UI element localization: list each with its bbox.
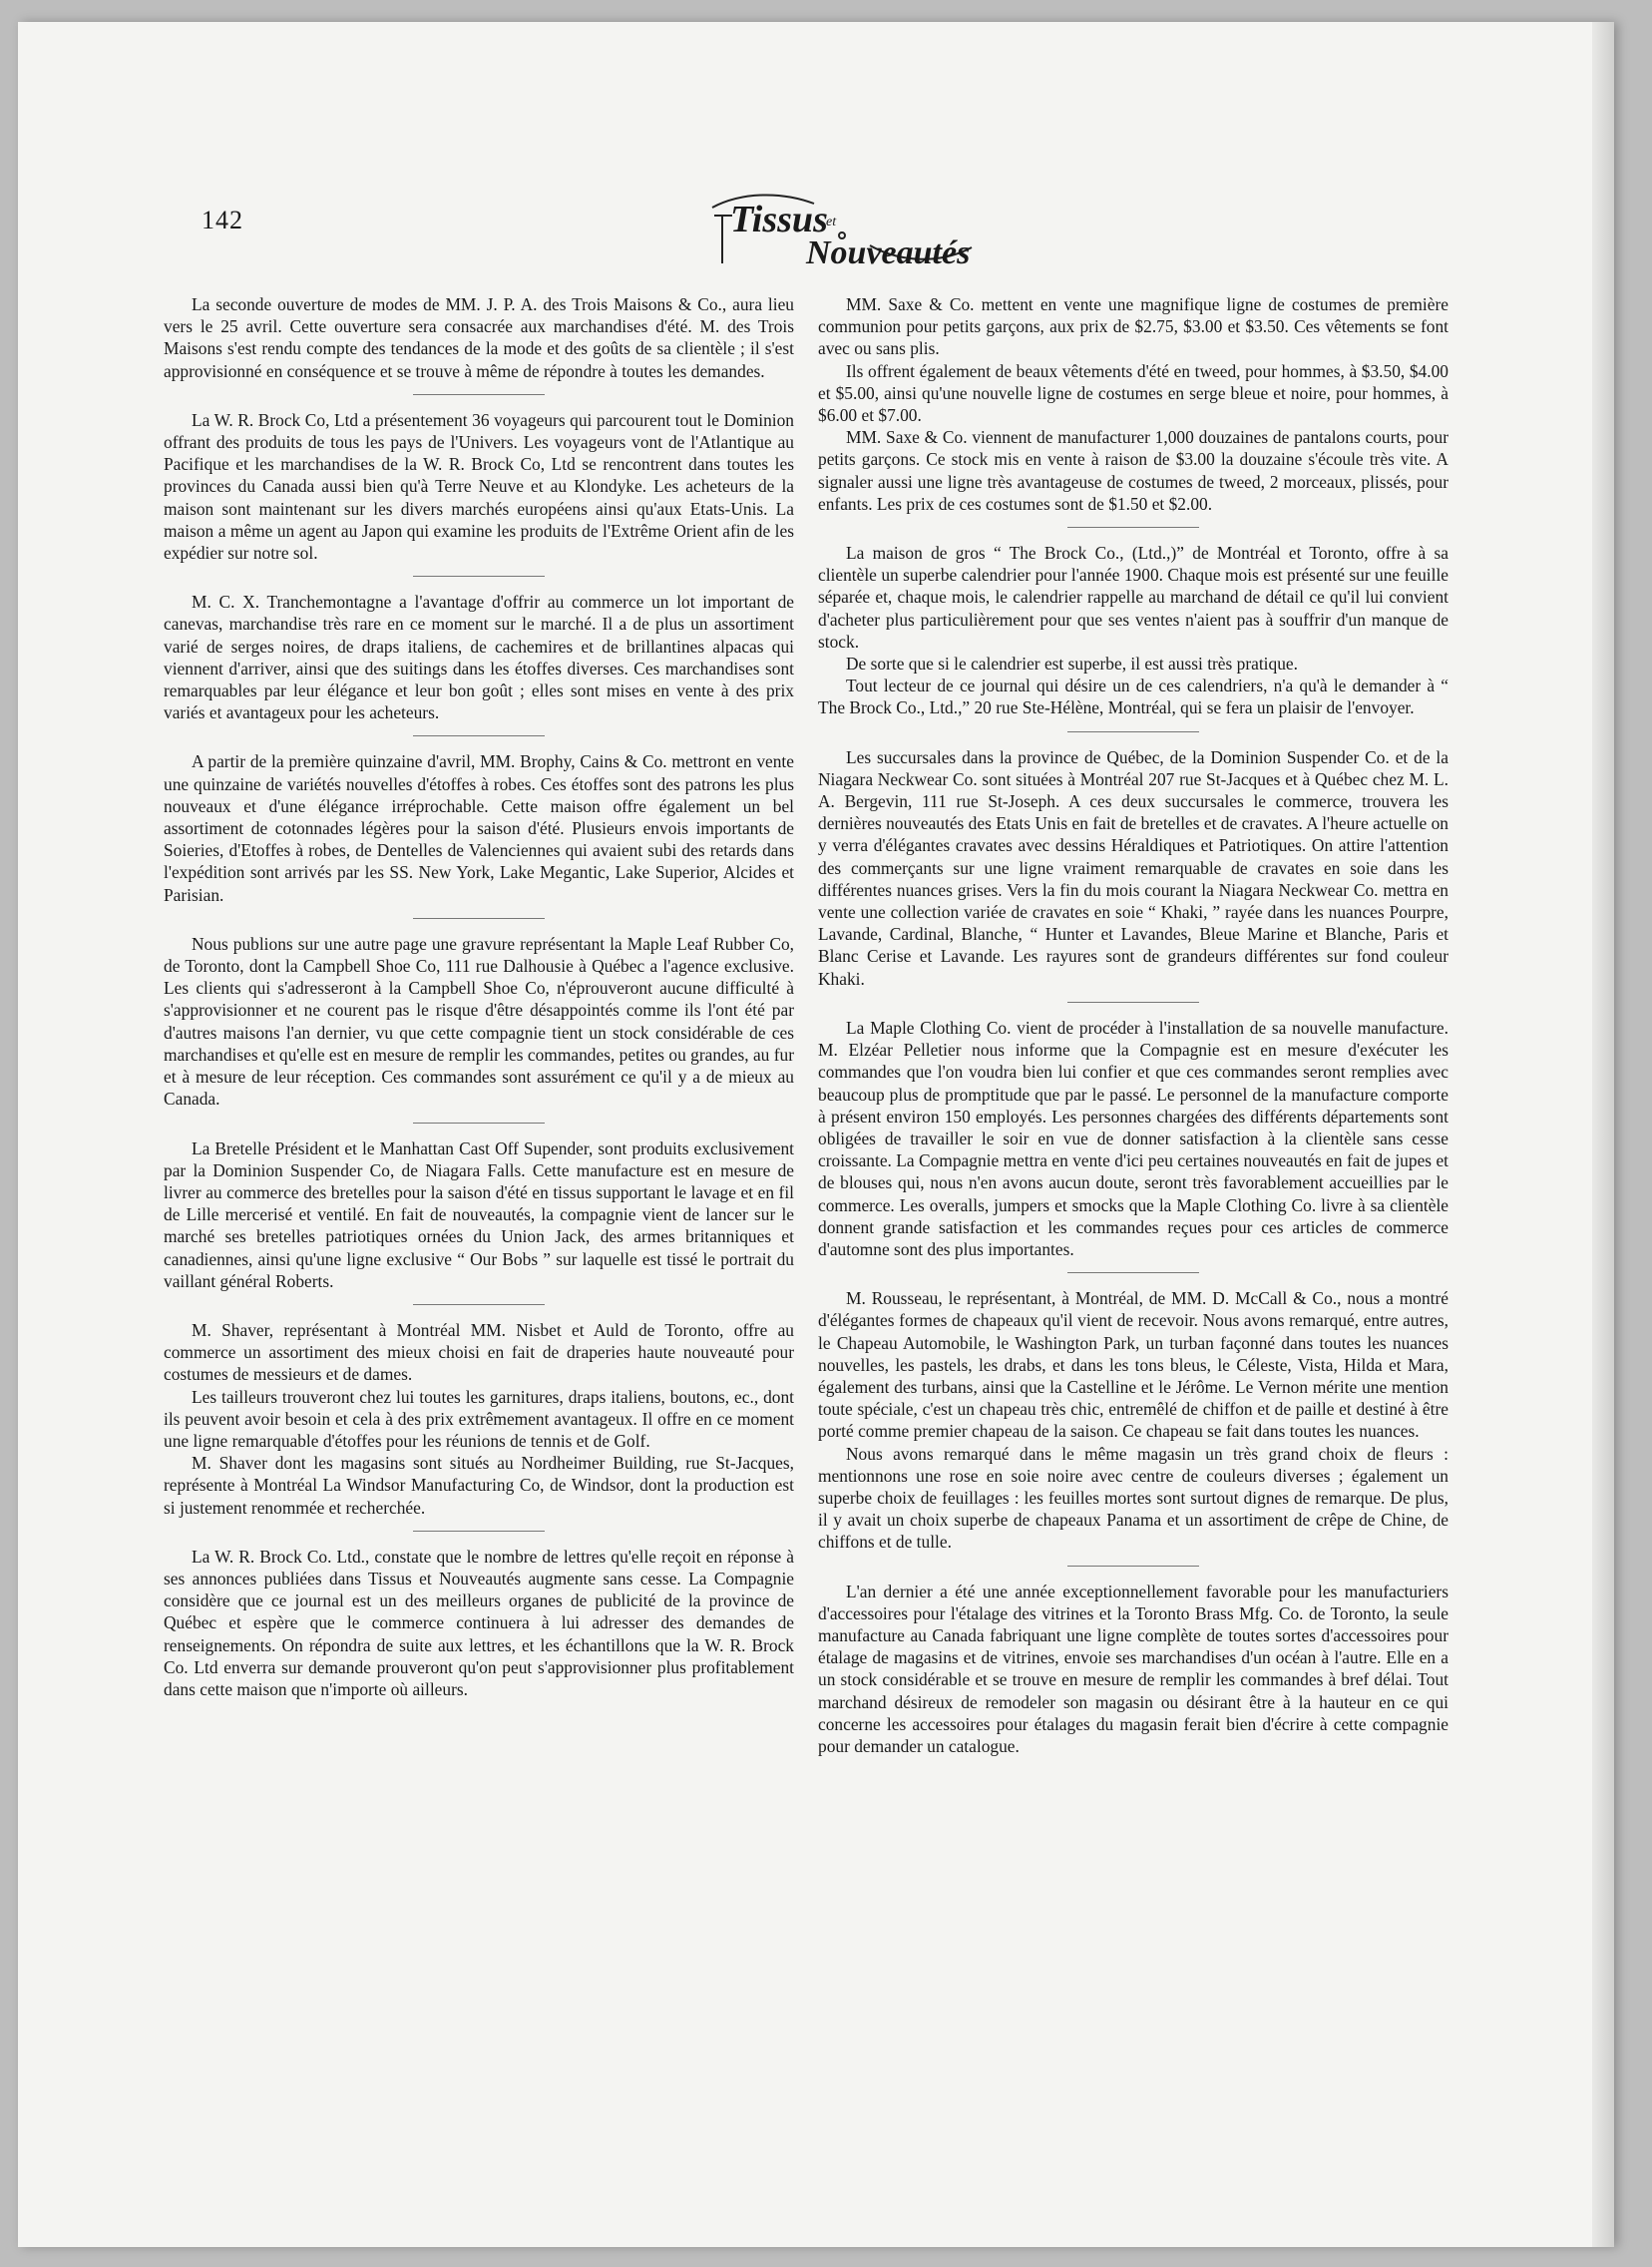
article-separator [1067,731,1199,732]
masthead-word-tissus: Tissus [730,199,828,240]
masthead-word-et: et [826,215,837,229]
article-separator [413,1304,545,1305]
article-separator [413,394,545,395]
page-number: 142 [202,206,243,234]
article-maple-clothing: La Maple Clothing Co. vient de procéder à l'installation de sa nouvelle manufacture. M. Elzéar Pelletier nous informe que la Compagnie est en mesure d'exécuter les commandes que l'on voudra bien lui confier et que ces commandes seront remplies avec beaucoup plus de promptitude que par le passé. Le personnel de la manufacture comporte à présent environ 150 employés. Les personnes chargées des différents départements sont obligées de travailler le soir en vue de donner satisfaction à la clientèle sans cesse croissante. La Compagnie mettra en vente d'ici peu certaines nouveautés en fait de jupes et de blouses qui, nous n'en avons aucun doute, seront très favorablement accueillies par le commerce. Les overalls, jumpers et smocks que la Maple Clothing Co. livre à sa clientèle donnent grande satisfaction et les commandes reçues pour ces articles de commerce d'automne sont des plus importantes. [818,1017,1448,1259]
article-separator [413,1531,545,1532]
article-maple-leaf-rubber: Nous publions sur une autre page une gravure représentant la Maple Leaf Rubber Co, de Toronto, dont la Campbell Shoe Co, 111 rue Dalhousie à Québec a l'agence exclusive. Les clients qui s'adresseront à la Campbell Shoe Co, n'éprouveront aucune difficulté à s'approvisionner et ne courent pas le risque d'être désappointés comme ils l'ont été par d'autres maisons l'an dernier, vu que cette compagnie tient un stock considérable de ces marchandises et qu'elle est en mesure de remplir les commandes, petites ou grandes, au fur et à mesure de leur réception. Ces commandes sont assurément ce qu'il y a de mieux au Canada. [164,933,794,1110]
article-tranchemontagne: M. C. X. Tranchemontagne a l'avantage d'offrir au commerce un lot important de canevas, marchandise très rare en ce moment sur le marché. Il a de plus un assortiment varié de serges noires, de draps italiens, de cachemires et de brillantines alpacas qui viennent d'arriver, ainsi que des suitings dans les étoffes diverses. Ces marchandises sont remarquables par leur élégance et leur bon goût ; elles sont mises en vente à des prix variés et avantageux pour les acheteurs. [164,592,794,723]
masthead-logo [702,186,982,277]
article-separator [1067,527,1199,528]
article-separator [413,918,545,919]
article-separator [1067,1272,1199,1273]
article-rousseau: M. Rousseau, le représentant, à Montréal, de MM. D. McCall & Co., nous a montré d'élégantes formes de chapeaux qu'il vient de recevoir. Nous avons remarqué, entre autres, le Chapeau Automobile, le Washington Park, un turban façonné dans toutes les nuances nouvelles, les pastels, les drabs, et dans les tons bleus, le Céleste, Vista, Hilda et Mara, également des turbans, ainsi que la Castelline et le Jérôme. Le Vernon mérite une mention toute spéciale, c'est un chapeau très chic, entremêlé de chiffon et de paille et destiné à être porté comme premier chapeau de la saison. Ce chapeau se fait dans toutes les nuances. Nous avons remarqué dans le même magasin un très grand choix de fleurs : mentionnons une rose en soie noire avec centre de couleurs diverses ; également un superbe choix de feuillages : les feuilles mortes sont surtout dignes de remarque. De plus, il y avait un choix superbe de chapeaux Panama et un assortiment de crêpe de Chine, de chiffons et de tulle. [818,1288,1448,1553]
article-saxe: MM. Saxe & Co. mettent en vente une magnifique ligne de costumes de première communion pour petits garçons, aux prix de $2.75, $3.00 et $3.50. Ces vêtements se font avec ou sans plis. Ils offrent également de beaux vêtements d'été en tweed, pour hommes, à $3.50, $4.00 et $5.00, ainsi qu'une nouvelle ligne de costumes en serge bleue et noire, pour hommes, à $6.00 et $7.00. MM. Saxe & Co. viennent de manufacturer 1,000 douzaines de pantalons courts, pour petits garçons. Ce stock mis en vente à raison de $3.00 la douzaine s'écoule très vite. A signaler aussi une ligne très avantageuse de costumes de tweed, 2 morceaux, plissés, pour enfants. Les prix de ces costumes sont de $1.50 et $2.00. [818,294,1448,514]
article-brock-lettres: La W. R. Brock Co. Ltd., constate que le nombre de lettres qu'elle reçoit en réponse à ses annonces publiées dans Tissus et Nouveautés augmente sans cesse. La Compagnie considère que ce journal est un des meilleurs organes de publicité de la province de Québec et espère que le commerce continuera à lui adresser des demandes de renseignements. On répondra de suite aux lettres, et les échantillons que la W. R. Brock Co. Ltd enverra sur demande prouveront qu'on peut s'approvisionner plus profitablement dans cette maison que n'importe où ailleurs. [164,1546,794,1699]
article-separator [1067,1566,1199,1567]
article-brock-calendrier: La maison de gros “ The Brock Co., (Ltd.,)” de Montréal et Toronto, offre à sa clientèle un superbe calendrier pour l'année 1900. Chaque mois est présenté sur une feuille séparée et, chaque mois, le calendrier rappelle au marchand de détail ce qu'il lui convient d'acheter plus particulièrement pour que ses ventes n'aient pas à souffrir d'un manque de stock. De sorte que si le calendrier est superbe, il est aussi très pratique. Tout lecteur de ce journal qui désire un de ces calendriers, n'a qu'à le demander à “ The Brock Co., Ltd.,” 20 rue Ste-Hélène, Montréal, qui se fera un plaisir de l'envoyer. [818,543,1448,718]
masthead-word-nouveautes: Nouveautés [806,234,971,271]
article-separator [413,735,545,736]
article-succursales: Les succursales dans la province de Québec, de la Dominion Suspender Co. et de la Niagara Neckwear Co. sont situées à Montréal 207 rue St-Jacques et à Québec chez M. L. A. Bergevin, 111 rue St-Joseph. A ces deux succursales le commerce, trouvera les dernières nouveautés des Etats Unis en fait de bretelles et de cravates. A l'heure actuelle on y verra d'élégantes cravates avec dessins Héraldiques et Patriotiques. On attire l'attention des commerçants sur une ligne vraiment remarquable de cravates en soie dans les différentes nuances grises. Vers la fin du mois courant la Niagara Neckwear Co. mettra en vente une collection variée de cravates en soie “ Khaki, ” rayée dans les nuances Pourpre, Lavande, Cardinal, Blanche, “ Hunter et Lavandes, Bleue Marine et Blanche, Paris et Blanc Cerise et Lavande. Les rayures sont de grandeurs différentes sur fond couleur Khaki. [818,746,1448,989]
article-shaver: M. Shaver, représentant à Montréal MM. Nisbet et Auld de Toronto, offre au commerce un assortiment des mieux choisi en fait de draperies haute nouveauté pour costumes de messieurs et de dames. Les tailleurs trouveront chez lui toutes les garnitures, draps italiens, boutons, ec., dont ils peuvent avoir besoin et cela à des prix extrêmement avantageux. Il offre en ce moment une ligne remarquable d'étoffes pour les réunions de tennis et de Golf. M. Shaver dont les magasins sont situés au Nordheimer Building, rue St-Jacques, représente à Montréal La Windsor Manufacturing Co, de Windsor, dont la production est si justement renommée et recherchée. [164,1319,794,1518]
right-column [818,293,1448,1757]
article-separator [413,1123,545,1124]
left-column [164,293,794,1700]
article-bretelle-president: La Bretelle Président et le Manhattan Cast Off Supender, sont produits exclusivement par la Dominion Suspender Co, de Niagara Falls. Cette manufacture est en mesure de livrer au commerce des bretelles pour la saison d'été en tissus supportant le lavage et en fil de Lille mercerisé et ventilé. En fait de nouveautés, la compagnie vient de lancer sur le marché ses bretelles patriotiques ornées du Union Jack, des armes britanniques et canadiennes, ainsi qu'une ligne exclusive “ Our Bobs ” sur laquelle est tissé le portrait du vaillant général Roberts. [164,1137,794,1291]
page-spine-shadow [1592,22,1614,2247]
article-toronto-brass: L'an dernier a été une année exceptionnellement favorable pour les manufacturiers d'accessoires pour l'étalage des vitrines et la Toronto Brass Mfg. Co. de Toronto, la seule manufacture au Canada fabriquant une ligne complète de toutes sortes d'accessoires pour étalage de magasins et de vitrines, envoie ses marchandises d'un océan à l'autre. Elle en a un stock considérable et se trouve en mesure de remplir les commandes à bref délai. Tout marchand désireux de remodeler son magasin ou désirant être à la hauteur en ce qui concerne les accessoires pour étalages du magasin ferait bien d'écrire à cette compagnie pour demander un catalogue. [818,1581,1448,1756]
article-separator [413,576,545,577]
article-separator [1067,1002,1199,1003]
article-brock-voyageurs: La W. R. Brock Co, Ltd a présentement 36 voyageurs qui parcourent tout le Dominion offrant des produits de tous les pays de l'Univers. Les voyageurs vont de l'Atlantique au Pacifique et les marchandises de la W. R. Brock Co, Ltd se rencontrent dans toutes les provinces du Canada aussi bien qu'à Terre Neuve et au Klondyke. Les acheteurs de la maison sont maintenant sur les divers marchés européens ainsi qu'aux Etats-Unis. La maison a même un agent au Japon qui examine les produits de l'Extrême Orient afin de les expédier sur notre sol. [164,409,794,564]
article-trois-maisons: La seconde ouverture de modes de MM. J. P. A. des Trois Maisons & Co., aura lieu vers le 25 avril. Cette ouverture sera consacrée aux marchandises d'été. M. des Trois Maisons s'est rendu compte des tendances de la mode et des goûts de sa clientèle ; il s'est approvisionné en conséquence et se trouve à même de répondre à toutes les demandes. [164,294,794,381]
article-brophy-cains: A partir de la première quinzaine d'avril, MM. Brophy, Cains & Co. mettront en vente une quinzaine de variétés nouvelles d'étoffes à robes. Ces étoffes sont des patrons les plus nouveaux et d'une élégance irréprochable. Cette maison offre également un bel assortiment de cotonnades légères pour la saison d'été. Plusieurs envois importants de Soieries, d'Etoffes à robes, de Dentelles de Valenciennes qui avaient subi des retards dans l'expédition sont arrivés par les SS. New York, Lake Megantic, Lake Superior, Alcides et Parisian. [164,751,794,905]
scanned-page [18,22,1614,2247]
